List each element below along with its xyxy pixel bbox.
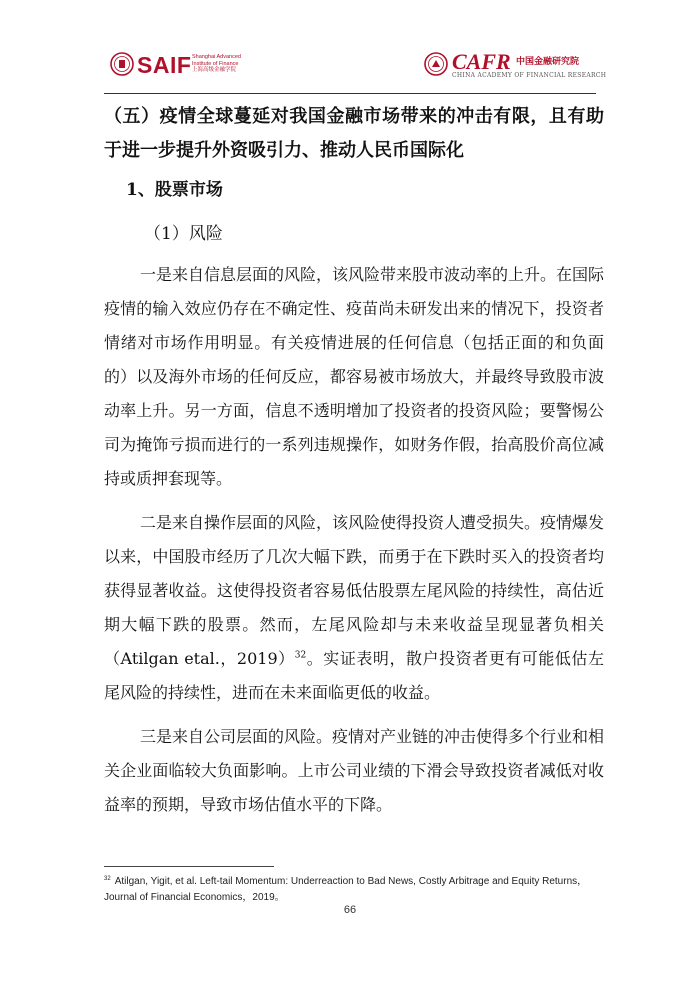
footnote-text: Atilgan, Yigit, et al. Left-tail Momentum: Underreaction to Bad News, Costly Arbitrage and Equity Returns，Journal of Financial Economics，2019。 bbox=[104, 876, 588, 903]
paragraph-operation-risk bbox=[104, 506, 604, 710]
saif-subtitle bbox=[192, 54, 252, 74]
cafr-logo bbox=[424, 49, 607, 86]
paragraph-operation-risk-text: 二是来自操作层面的风险，该风险使得投资人遭受损失。疫情爆发以来，中国股市经历了几次大幅下跌，而勇于在下跌时买入的投资者均获得显著收益。这使得投资者容易低估股票左尾风险的持续性，高估近期大幅下跌的股票。然而，左尾风险却与未来收益呈现显著负相关（Atilgan etal.，2019） bbox=[104, 513, 605, 668]
header-divider bbox=[104, 93, 596, 94]
cafr-name-en: CHINA ACADEMY OF FINANCIAL RESEARCH bbox=[452, 72, 607, 79]
section-heading: （五）疫情全球蔓延对我国金融市场带来的冲击有限，且有助于进一步提升外资吸引力、推动人民币国际化 bbox=[104, 106, 604, 161]
cafr-name-cn: 中国金融研究院 bbox=[516, 57, 580, 67]
page-number: 66 bbox=[343, 904, 357, 916]
footnote-marker: 32 bbox=[104, 875, 111, 882]
footnote-reference[interactable]: 32 bbox=[294, 650, 307, 661]
subsubsection-heading: （1）风险 bbox=[144, 224, 223, 244]
footnote-divider bbox=[104, 866, 274, 867]
document-body bbox=[104, 100, 604, 832]
saif-subtitle-line1: Shanghai Advanced bbox=[192, 54, 241, 60]
paragraph-operation-risk-text-end: 。实证表明，散户投资者更有可能低估左尾风险的持续性，进而在未来面临更低的收益。 bbox=[104, 649, 604, 702]
saif-seal-icon bbox=[110, 52, 134, 76]
paragraph-information-risk: 一是来自信息层面的风险，该风险带来股市波动率的上升。在国际疫情的输入效应仍存在不确定性、疫苗尚未研发出来的情况下，投资者情绪对市场作用明显。有关疫情进展的任何信息（包括正面的和负面的）以及海外市场的任何反应，都容易被市场放大，并最终导致股市波动率上升。另一方面，信息不透明增加了投资者的投资风险；要警惕公司为掩饰亏损而进行的一系列违规操作，如财务作假，抬高股价高位减持或质押套现等。 bbox=[104, 265, 605, 488]
saif-wordmark: SAIF bbox=[137, 52, 192, 78]
saif-logo bbox=[110, 50, 250, 86]
cafr-wordmark: CAFR bbox=[452, 49, 511, 74]
footnote bbox=[104, 874, 604, 906]
cafr-seal-icon bbox=[424, 52, 448, 76]
paragraph-company-risk: 三是来自公司层面的风险。疫情对产业链的冲击使得多个行业和相关企业面临较大负面影响。上市公司业绩的下滑会导致投资者减低对收益率的预期，导致市场估值水平的下降。 bbox=[104, 727, 605, 814]
saif-subtitle-cn: 上海高级金融学院 bbox=[192, 67, 237, 73]
page-header bbox=[0, 0, 700, 96]
subsection-heading: 1、股票市场 bbox=[126, 180, 223, 200]
saif-subtitle-line2: Institute of Finance bbox=[192, 60, 239, 67]
